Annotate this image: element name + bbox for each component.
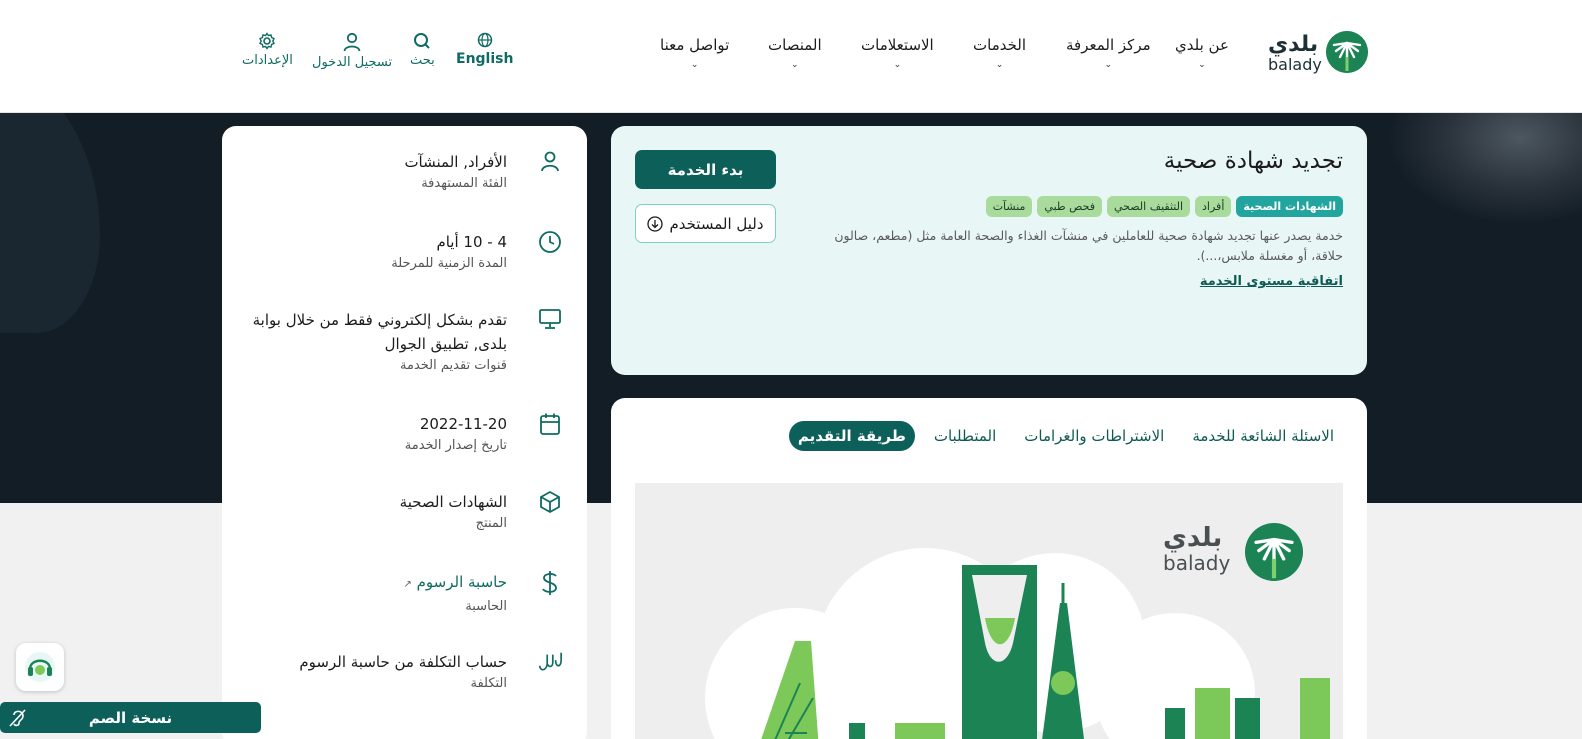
- language-label: English: [456, 51, 514, 67]
- sla-link[interactable]: اتفاقية مستوى الخدمة: [1199, 274, 1343, 289]
- logo-text-ar: بلدي: [1268, 32, 1319, 57]
- tag[interactable]: أفراد: [1195, 196, 1231, 217]
- info-channels: [243, 308, 563, 373]
- tab-conditions-fines[interactable]: الاشتراطات والغرامات: [1024, 427, 1165, 445]
- info-value: تقدم بشكل إلكتروني فقط من خلال بوابة بلدى, تطبيق الجوال: [252, 311, 507, 353]
- palm-emblem-icon: [1326, 31, 1368, 73]
- info-release-date: [243, 412, 563, 453]
- decorative-shape: [0, 113, 100, 333]
- box-icon: [538, 490, 562, 514]
- tag[interactable]: الشهادات الصحية: [1236, 196, 1343, 217]
- tab-requirements[interactable]: المتطلبات: [933, 427, 997, 445]
- tag[interactable]: فحص طبي: [1037, 196, 1102, 217]
- service-steps-card: [611, 398, 1367, 739]
- info-label: الحاسبة: [465, 599, 507, 614]
- language-switch[interactable]: [456, 32, 513, 67]
- service-tags: [986, 196, 1343, 217]
- external-link-icon: ↗: [403, 579, 412, 590]
- info-label: المدة الزمنية للمرحلة: [391, 256, 507, 271]
- search-button[interactable]: [410, 32, 435, 68]
- illustration-logo-text-ar: بلدي: [1163, 523, 1223, 553]
- person-icon: [539, 150, 561, 172]
- chevron-down-icon: ⌄: [791, 60, 799, 70]
- fee-calculator-link[interactable]: حاسبة الرسوم: [416, 573, 507, 591]
- skyline-illustration: [635, 483, 1343, 739]
- info-label: المنتج: [475, 516, 507, 531]
- headset-icon: [23, 650, 57, 684]
- nav-label: الخدمات: [973, 36, 1027, 54]
- calendar-icon: [539, 412, 561, 436]
- info-value: 4 - 10 أيام: [436, 233, 507, 251]
- info-duration: [243, 230, 563, 271]
- balady-logo[interactable]: [1268, 30, 1368, 78]
- info-label: الفئة المستهدفة: [421, 176, 507, 191]
- info-cost: [243, 650, 563, 691]
- nav-inquiries[interactable]: [861, 36, 934, 70]
- service-description: خدمة يصدر عنها تجديد شهادة صحية للعاملين في منشآت الغذاء والصحة العامة مثل (مطعم، صالون حلاقة، أو مغسلة ملابس،...).: [834, 228, 1343, 263]
- tag[interactable]: منشآت: [986, 196, 1033, 217]
- user-guide-label: دليل المستخدم: [669, 214, 764, 233]
- info-value: حساب التكلفة من حاسبة الرسوم: [299, 653, 507, 671]
- chevron-down-icon: ⌄: [893, 60, 902, 70]
- riyal-icon: [537, 650, 563, 674]
- tab-how-to-apply[interactable]: طريقة التقديم: [789, 421, 915, 451]
- login-label: تسجيل الدخول: [312, 55, 393, 70]
- chevron-down-icon: ⌄: [1104, 60, 1113, 70]
- nav-label: عن بلدي: [1175, 36, 1229, 54]
- tab-faq[interactable]: الاسئلة الشائعة للخدمة: [1192, 427, 1334, 445]
- info-target-audience: [243, 150, 563, 191]
- globe-icon: [477, 32, 493, 48]
- service-header-card: [611, 126, 1367, 375]
- nav-label: المنصات: [768, 36, 822, 54]
- illustration-logo-text-en: balady: [1163, 551, 1231, 575]
- chevron-down-icon: ⌄: [1198, 60, 1206, 70]
- gear-icon: [258, 32, 276, 50]
- nav-label: مركز المعرفة: [1066, 36, 1151, 54]
- tag[interactable]: التثقيف الصحي: [1107, 196, 1190, 217]
- dollar-icon: [540, 570, 560, 596]
- site-header: [0, 0, 1582, 113]
- clock-icon: [538, 230, 562, 254]
- nav-services[interactable]: [973, 36, 1026, 70]
- nav-contact[interactable]: [660, 36, 729, 70]
- download-circle-icon: [647, 216, 663, 232]
- deaf-version-label: نسخة الصم: [88, 708, 173, 727]
- chevron-down-icon: ⌄: [690, 60, 699, 70]
- info-label: تاريخ إصدار الخدمة: [404, 438, 507, 453]
- service-title: تجديد شهادة صحية: [1163, 148, 1343, 174]
- info-product: [243, 490, 563, 531]
- settings-label: الإعدادات: [242, 53, 293, 68]
- service-info-card: [222, 126, 587, 739]
- service-tabs: [789, 421, 1343, 451]
- logo-text-en: balady: [1268, 55, 1322, 74]
- settings-button[interactable]: [242, 32, 293, 68]
- info-fee-calculator: [243, 570, 563, 614]
- info-value: 2022-11-20: [419, 415, 507, 433]
- search-icon: [413, 32, 431, 50]
- info-label: قنوات تقديم الخدمة: [400, 358, 507, 373]
- decorative-glow: [1390, 113, 1582, 223]
- info-value: الشهادات الصحية: [399, 493, 507, 511]
- nav-label: الاستعلامات: [861, 36, 934, 54]
- info-label: التكلفة: [470, 676, 507, 691]
- ear-icon: [8, 708, 28, 732]
- deaf-version-bar[interactable]: [0, 702, 261, 733]
- service-illustration: [635, 483, 1343, 739]
- accessibility-button[interactable]: [16, 643, 64, 691]
- nav-about[interactable]: [1175, 36, 1229, 70]
- user-guide-button[interactable]: [635, 204, 776, 243]
- user-icon: [342, 32, 362, 52]
- nav-platforms[interactable]: [768, 36, 822, 70]
- start-service-button[interactable]: بدء الخدمة: [635, 150, 776, 189]
- nav-knowledge-center[interactable]: [1066, 36, 1151, 70]
- monitor-icon: [538, 308, 562, 330]
- nav-label: تواصل معنا: [660, 36, 730, 54]
- search-label: بحث: [410, 53, 435, 68]
- login-button[interactable]: [312, 32, 392, 70]
- chevron-down-icon: ⌄: [995, 60, 1004, 70]
- info-value: الأفراد, المنشآت: [404, 153, 507, 171]
